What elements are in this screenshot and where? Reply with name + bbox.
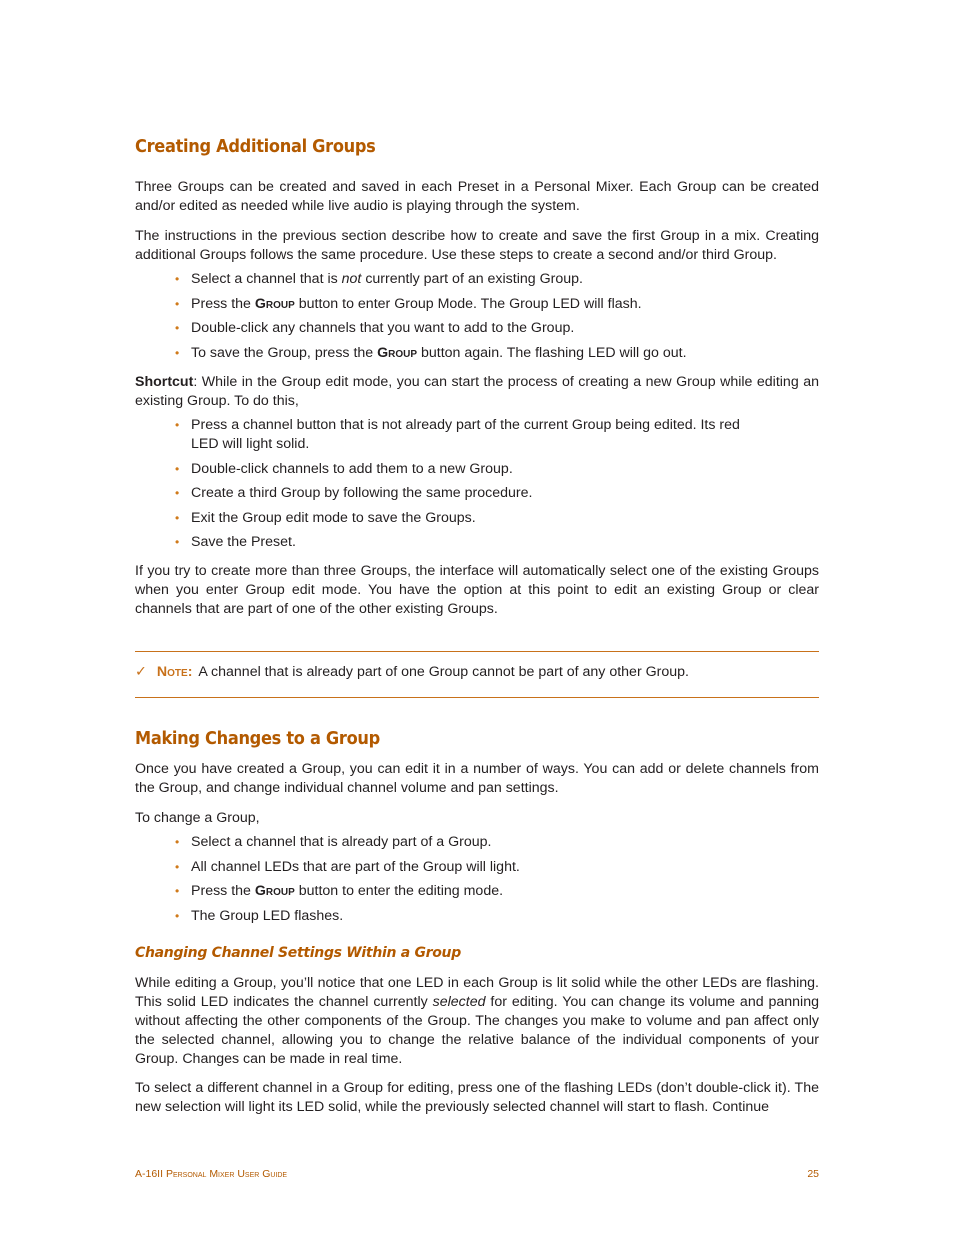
list-item: • Select a channel that is not currently part of an existing Group. [175,271,583,287]
list-item: • All channel LEDs that are part of the Group will light. [175,858,520,875]
list-item: • Press a channel button that is not already part of the current Group being edited. Its red LED will light solid. [175,417,740,452]
list-item: • Create a third Group by following the same procedure. [175,485,533,501]
bullet-list-change-group [175,833,819,931]
subsection-title: Changing Channel Settings Within a Group [135,945,461,961]
list-item: • The Group LED flashes. [175,907,344,924]
list-item: • Double-click channels to add them to a new Group. [175,460,513,477]
shortcut-label: Shortcut [135,374,194,390]
bullet-icon: • [175,859,180,874]
bullet-icon: • [175,908,180,923]
checkmark-icon: ✓ [135,664,147,680]
note-box [135,664,689,680]
section-title-making-changes: Making Changes to a Group [135,728,380,749]
list-item: • Double-click any channels that you want to add to the Group. [175,320,575,336]
paragraph-to-change: To change a Group, [135,810,260,826]
bullet-icon: • [175,296,180,311]
paragraph-select-different: To select a different channel in a Group for editing, press one of the flashing LEDs (don’t double-click it). The new selection will light its LED solid, while the previously selected channel will start to flash. Continue [135,1080,819,1115]
note-bottom-divider [135,697,819,698]
list-item: • Exit the Group edit mode to save the Groups. [175,509,476,526]
group-key-label: Group [254,295,295,312]
page-number: 25 [807,1168,819,1180]
bullet-icon: • [175,486,180,500]
bullet-icon: • [175,510,180,525]
bullet-icon: • [175,835,180,849]
bullet-icon: • [175,461,180,476]
bullet-icon: • [175,884,180,898]
paragraph-shortcut: Shortcut: While in the Group edit mode, you can start the process of creating a new Group while editing an existing Group. To do this, [135,374,819,409]
paragraph-more-than-three: If you try to create more than three Groups, the interface will automatically select one of the existing Groups when you enter Group edit mode. You have the option at this point to edit an existing Group or clear channels that are part of one of the other existing Groups. [135,563,819,617]
bullet-icon: • [175,345,180,360]
paragraph-instructions: The instructions in the previous section describe how to create and save the first Group in a mix. Creating additional Groups follows the same procedure. Use these steps to create a second and/or third Group. [135,228,819,263]
note-top-divider [135,651,819,652]
section-title-creating-groups: Creating Additional Groups [135,136,376,157]
paragraph-selected-channel: While editing a Group, you’ll notice that one LED in each Group is lit solid while the other LEDs are flashing. This solid LED indicates the channel currently selected for editing. You can change its volume and panning without affecting the other components of the Group. The changes you make to volume and pan affect only the selected channel, allowing you to change the relative balance of the individual components of your Group. Changes can be made in real time. [135,975,819,1067]
bullet-list-shortcut [175,416,819,558]
bullet-icon: • [175,418,180,432]
list-item: • Press the Group button to enter the editing mode. [175,883,504,899]
list-item: • To save the Group, press the Group button again. The flashing LED will go out. [175,344,687,361]
paragraph-edit-group: Once you have created a Group, you can edit it in a number of ways. You can add or delete channels from the Group, and change individual channel volume and pan settings. [135,761,819,796]
bullet-list-create-group [175,270,819,368]
group-key-label: Group [377,344,418,361]
bullet-icon: • [175,272,180,286]
bullet-icon: • [175,535,180,549]
note-label: Note: [156,664,193,680]
list-item: • Press the Group button to enter Group Mode. The Group LED will flash. [175,295,642,312]
bullet-icon: • [175,321,180,335]
note-text: A channel that is already part of one Group cannot be part of any other Group. [198,664,689,680]
paragraph-intro: Three Groups can be created and saved in each Preset in a Personal Mixer. Each Group can be created and/or edited as needed while live audio is playing through the system. [135,179,819,214]
list-item: • Select a channel that is already part of a Group. [175,834,492,850]
page-footer [135,1168,819,1180]
list-item: • Save the Preset. [175,534,296,550]
footer-guide-title: A-16II Personal Mixer User Guide [135,1168,288,1180]
group-key-label: Group [254,883,295,899]
